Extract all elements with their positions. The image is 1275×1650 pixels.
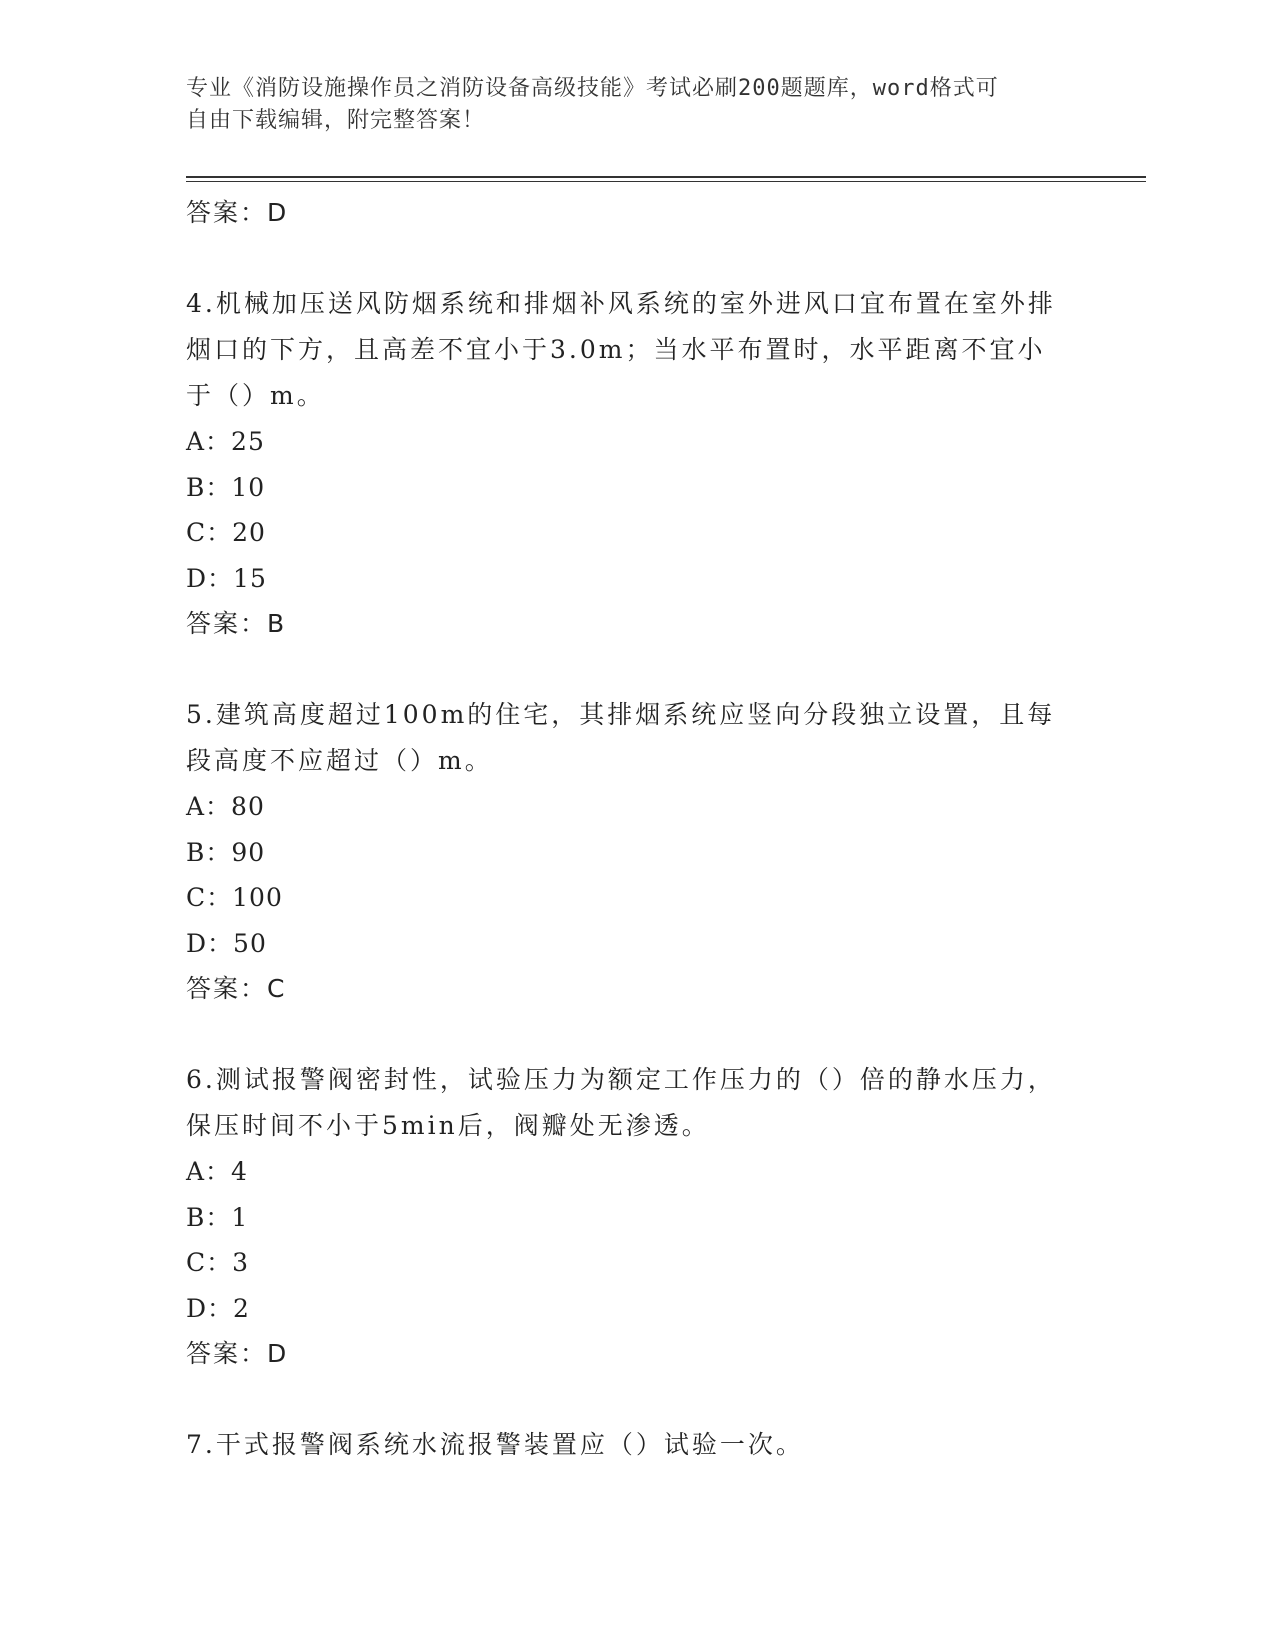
option-d: D：2 <box>186 1293 250 1323</box>
option-c: C：3 <box>186 1248 250 1277</box>
option-c: C：100 <box>186 883 283 912</box>
question-4 <box>186 281 1086 647</box>
option-a: A：4 <box>186 1157 248 1186</box>
option-b: B：10 <box>186 472 266 502</box>
question-7 <box>186 1422 1086 1468</box>
option-d: D：15 <box>186 563 267 593</box>
question-6 <box>186 1057 1086 1377</box>
answer: 答案：D <box>186 1339 289 1368</box>
option-c: C：20 <box>186 518 266 547</box>
question-text: 6.测试报警阀密封性，试验压力为额定工作压力的（）倍的静水压力，保压时间不小于5min后，阀瓣处无渗透。 <box>186 1065 1056 1140</box>
previous-answer: 答案：D <box>186 198 289 227</box>
question-text: 5.建筑高度超过100m的住宅，其排烟系统应竖向分段独立设置，且每段高度不应超过（）m。 <box>186 700 1056 775</box>
question-list <box>186 190 1086 1468</box>
question-text: 4.机械加压送风防烟系统和排烟补风系统的室外进风口宜布置在室外排烟口的下方，且高差不宜小于3.0m；当水平布置时，水平距离不宜小于（）m。 <box>186 289 1056 410</box>
option-a: A：80 <box>186 792 265 821</box>
answer: 答案：B <box>186 609 287 638</box>
option-a: A：25 <box>186 427 265 456</box>
option-d: D：50 <box>186 928 267 958</box>
option-b: B：90 <box>186 837 266 867</box>
header-line-1: 专业《消防设施操作员之消防设备高级技能》考试必刷200题题库，word格式可 <box>186 76 999 101</box>
answer: 答案：C <box>186 974 287 1003</box>
document-header <box>186 73 1066 137</box>
question-text: 7.干式报警阀系统水流报警装置应（）试验一次。 <box>186 1430 804 1459</box>
question-5 <box>186 692 1086 1012</box>
header-divider-thin <box>186 181 1146 182</box>
option-b: B：1 <box>186 1202 249 1232</box>
header-divider-thick <box>186 176 1146 178</box>
header-line-2: 自由下载编辑，附完整答案！ <box>186 108 486 133</box>
